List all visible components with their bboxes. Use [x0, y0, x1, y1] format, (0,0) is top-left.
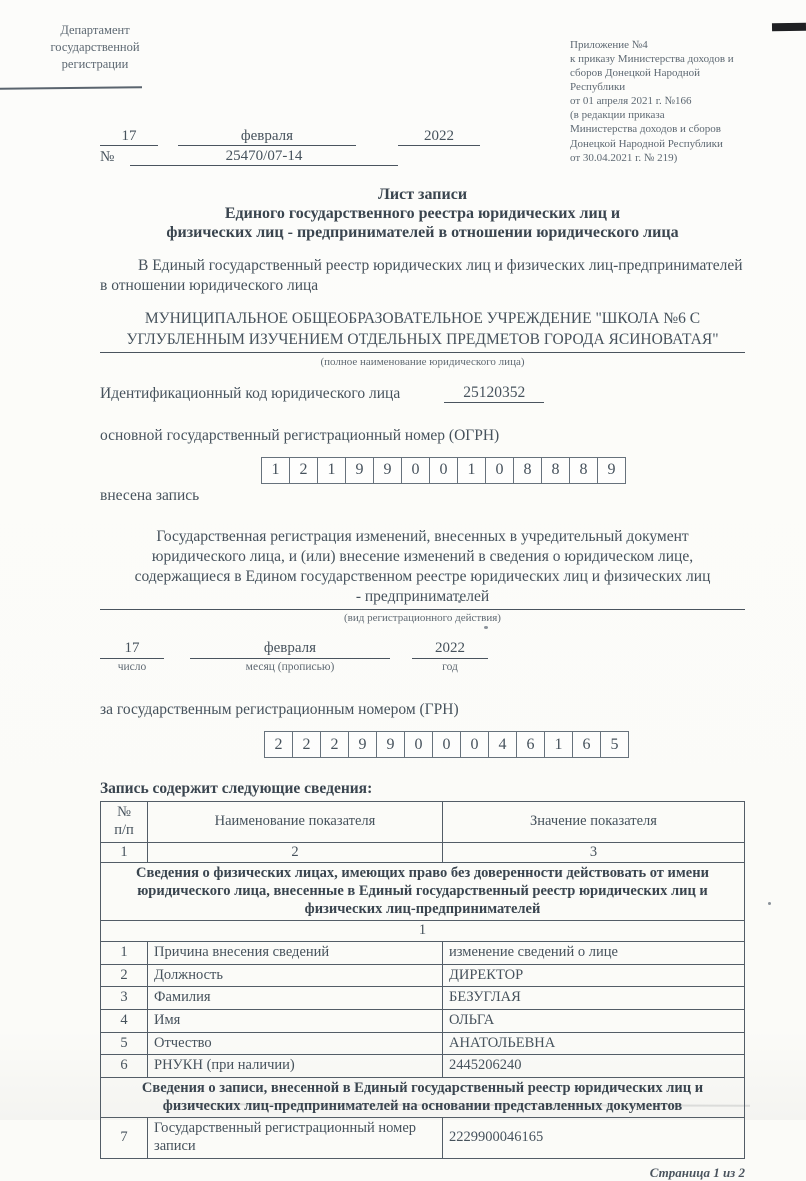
ogrn-digit-cell: 8 — [513, 457, 542, 484]
row-label: РНУКН (при наличии) — [148, 1055, 443, 1078]
grn-label: за государственным регистрационным номером (ГРН) — [100, 701, 459, 719]
doc-date-month: февраля — [178, 128, 356, 146]
title-line-1: Лист записи — [377, 186, 468, 203]
row-value: ОЛЬГА — [443, 1010, 745, 1033]
table-row — [101, 1118, 745, 1158]
document-date-row — [100, 128, 745, 146]
row-value: АНАТОЛЬЕВНА — [443, 1032, 745, 1055]
row-label: Имя — [148, 1010, 443, 1033]
intro-paragraph: В Единый государственный реестр юридических лиц и физических лиц-предпринимателей в отношении юридического лица — [100, 256, 743, 294]
group-number: 1 — [101, 921, 745, 942]
col-header-num — [101, 802, 148, 842]
grn-digit-cell: 1 — [544, 731, 573, 758]
table-row — [101, 941, 745, 964]
table-row — [101, 1010, 745, 1033]
grn-digit-cell: 6 — [516, 731, 545, 758]
annex-line: Республики — [570, 81, 626, 94]
annex-line: от 30.04.2021 г. № 219) — [570, 151, 678, 164]
grn-digit-boxes — [265, 731, 745, 758]
grn-digit-cell: 5 — [600, 731, 629, 758]
row-num: 2 — [101, 964, 148, 987]
document-title — [100, 186, 745, 243]
col-header-num-line1: № — [117, 804, 131, 821]
row-value: ДИРЕКТОР — [443, 964, 745, 987]
row-label: Отчество — [148, 1032, 443, 1055]
section-header-row — [101, 863, 745, 921]
ogrn-label: основной государственный регистрационный номер (ОГРН) — [100, 426, 500, 444]
annex-line: сборов Донецкой Народной — [570, 67, 701, 80]
ogrn-digit-cell: 9 — [597, 457, 626, 484]
stamp-underline — [0, 86, 142, 89]
registration-date — [100, 640, 745, 673]
title-line-3: физических лиц - предпринимателей в отношении юридического лица — [166, 223, 679, 241]
numbering-cell: 3 — [443, 842, 745, 863]
action-line-3: содержащиеся в Едином государственном реестре юридических лиц и физических лиц — [134, 567, 711, 585]
reg-date-year-label: год — [442, 661, 458, 674]
table-row — [101, 987, 745, 1010]
grn-digit-cell: 0 — [460, 731, 489, 758]
col-header-value: Значение показателя — [443, 802, 745, 842]
grn-digit-cell: 9 — [348, 731, 377, 758]
action-line-4: - предпринимателей — [355, 588, 490, 606]
group-number-row — [101, 921, 745, 942]
ogrn-digit-cell: 0 — [485, 457, 514, 484]
ogrn-digit-cell: 0 — [401, 457, 430, 484]
row-label: Фамилия — [148, 987, 443, 1010]
id-code-label: Идентификационный код юридического лица — [100, 384, 401, 402]
reg-date-year-value: 2022 — [412, 640, 488, 659]
annex-line: Донецкой Народной Республики — [570, 137, 723, 150]
row-num: 4 — [101, 1010, 148, 1033]
org-name-caption: (полное наименование юридического лица) — [320, 355, 525, 368]
col-header-name: Наименование показателя — [148, 802, 443, 842]
action-line-1: Государственная регистрация изменений, внесенных в учредительный документ — [156, 527, 689, 545]
row-num: 1 — [101, 941, 148, 964]
stamp-line: государственной — [50, 39, 140, 54]
row-label: Государственный регистрационный номер записи — [148, 1118, 443, 1158]
grn-digit-cell: 0 — [432, 731, 461, 758]
identification-code-row — [100, 384, 745, 403]
document-date-number — [100, 128, 745, 166]
reg-date-month-label: месяц (прописью) — [245, 661, 335, 674]
record-table — [100, 801, 745, 1159]
ogrn-digit-cell: 9 — [373, 457, 402, 484]
organization-name — [100, 309, 745, 370]
row-value: изменение сведений о лице — [443, 941, 745, 964]
document-body — [100, 128, 745, 1181]
annex-line: Приложение №4 — [570, 39, 648, 51]
org-name-line-2: УГЛУБЛЕННЫМ ИЗУЧЕНИЕМ ОТДЕЛЬНЫХ ПРЕДМЕТОВ ГОРОДА ЯСИНОВАТАЯ" — [100, 330, 745, 353]
row-value: 2445206240 — [443, 1055, 745, 1078]
col-header-num-line2: п/п — [114, 821, 134, 838]
registration-action — [100, 527, 745, 611]
table-row — [101, 1055, 745, 1078]
page-number: Страница 1 из 2 — [649, 1164, 745, 1180]
grn-digit-cell: 9 — [376, 731, 405, 758]
row-label: Должность — [148, 964, 443, 987]
annex-line: от 01 апреля 2021 г. №166 — [570, 95, 692, 108]
section1-header: Сведения о физических лицах, имеющих право без доверенности действовать от имени юридического лица, внесенные в Единый государственный реестр юридических лиц и физических лиц-предпринимателей — [101, 863, 745, 921]
reg-date-day — [100, 640, 164, 673]
row-num: 5 — [101, 1032, 148, 1055]
ogrn-digit-cell: 0 — [429, 457, 458, 484]
grn-digit-cell: 4 — [488, 731, 517, 758]
grn-digit-cell: 2 — [292, 731, 321, 758]
title-line-2: Единого государственного реестра юридических лиц и — [224, 204, 621, 222]
reg-date-year — [412, 640, 488, 673]
ogrn-digit-cell: 1 — [317, 457, 346, 484]
grn-digit-cell: 6 — [572, 731, 601, 758]
doc-date-day: 17 — [100, 128, 158, 146]
record-entered-note: внесена запись — [100, 486, 200, 504]
row-num: 7 — [101, 1118, 148, 1158]
numbering-cell: 1 — [101, 842, 148, 863]
row-num: 6 — [101, 1055, 148, 1078]
document-number-row — [100, 148, 745, 166]
document-number: 25470/07-14 — [130, 148, 398, 166]
stamp-line: Департамент — [60, 23, 130, 37]
table-intro: Запись содержит следующие сведения: — [100, 780, 373, 798]
ogrn-digit-cell: 1 — [457, 457, 486, 484]
number-sign: № — [100, 149, 115, 165]
scan-speck — [768, 902, 771, 905]
annex-line: к приказу Министерства доходов и — [570, 53, 734, 66]
table-header-row — [101, 802, 745, 842]
reg-date-month-value: февраля — [190, 640, 390, 659]
action-line-2: юридического лица, и (или) внесение изменений в сведения о юридическом лице, — [151, 547, 694, 565]
column-numbering-row — [101, 842, 745, 863]
row-num: 3 — [101, 987, 148, 1010]
annex-line: (в редакции приказа — [570, 109, 665, 122]
grn-digit-cell: 2 — [264, 731, 293, 758]
org-name-line-1: МУНИЦИПАЛЬНОЕ ОБЩЕОБРАЗОВАТЕЛЬНОЕ УЧРЕЖДЕНИЕ "ШКОЛА №6 С — [144, 309, 701, 327]
grn-digit-cell: 0 — [404, 731, 433, 758]
table-row — [101, 964, 745, 987]
ogrn-digit-cell: 8 — [569, 457, 598, 484]
row-label: Причина внесения сведений — [148, 941, 443, 964]
ogrn-digit-boxes — [262, 457, 745, 484]
stamp-line: регистрации — [61, 56, 129, 71]
ogrn-digit-cell: 1 — [261, 457, 290, 484]
table-row — [101, 1032, 745, 1055]
action-caption: (вид регистрационного действия) — [344, 612, 501, 625]
ogrn-digit-cell: 2 — [289, 457, 318, 484]
section-header-row — [101, 1078, 745, 1118]
grn-digit-cell: 2 — [320, 731, 349, 758]
row-value: 2229900046165 — [443, 1118, 745, 1158]
ogrn-digit-cell: 9 — [345, 457, 374, 484]
row-value: БЕЗУГЛАЯ — [443, 987, 745, 1010]
reg-date-day-value: 17 — [100, 640, 164, 659]
reg-date-day-label: число — [117, 661, 147, 674]
scan-artifact-dash — [772, 23, 806, 32]
numbering-cell: 2 — [148, 842, 443, 863]
doc-date-year: 2022 — [398, 128, 480, 146]
section2-header: Сведения о записи, внесенной в Единый государственный реестр юридических лиц и физических лиц-предпринимателей на основании представленных документов — [101, 1078, 745, 1118]
id-code-value: 25120352 — [444, 384, 544, 403]
ogrn-digit-cell: 8 — [541, 457, 570, 484]
annex-line: Министерства доходов и сборов — [570, 123, 721, 136]
registrar-stamp — [30, 22, 160, 73]
reg-date-month — [190, 640, 390, 673]
